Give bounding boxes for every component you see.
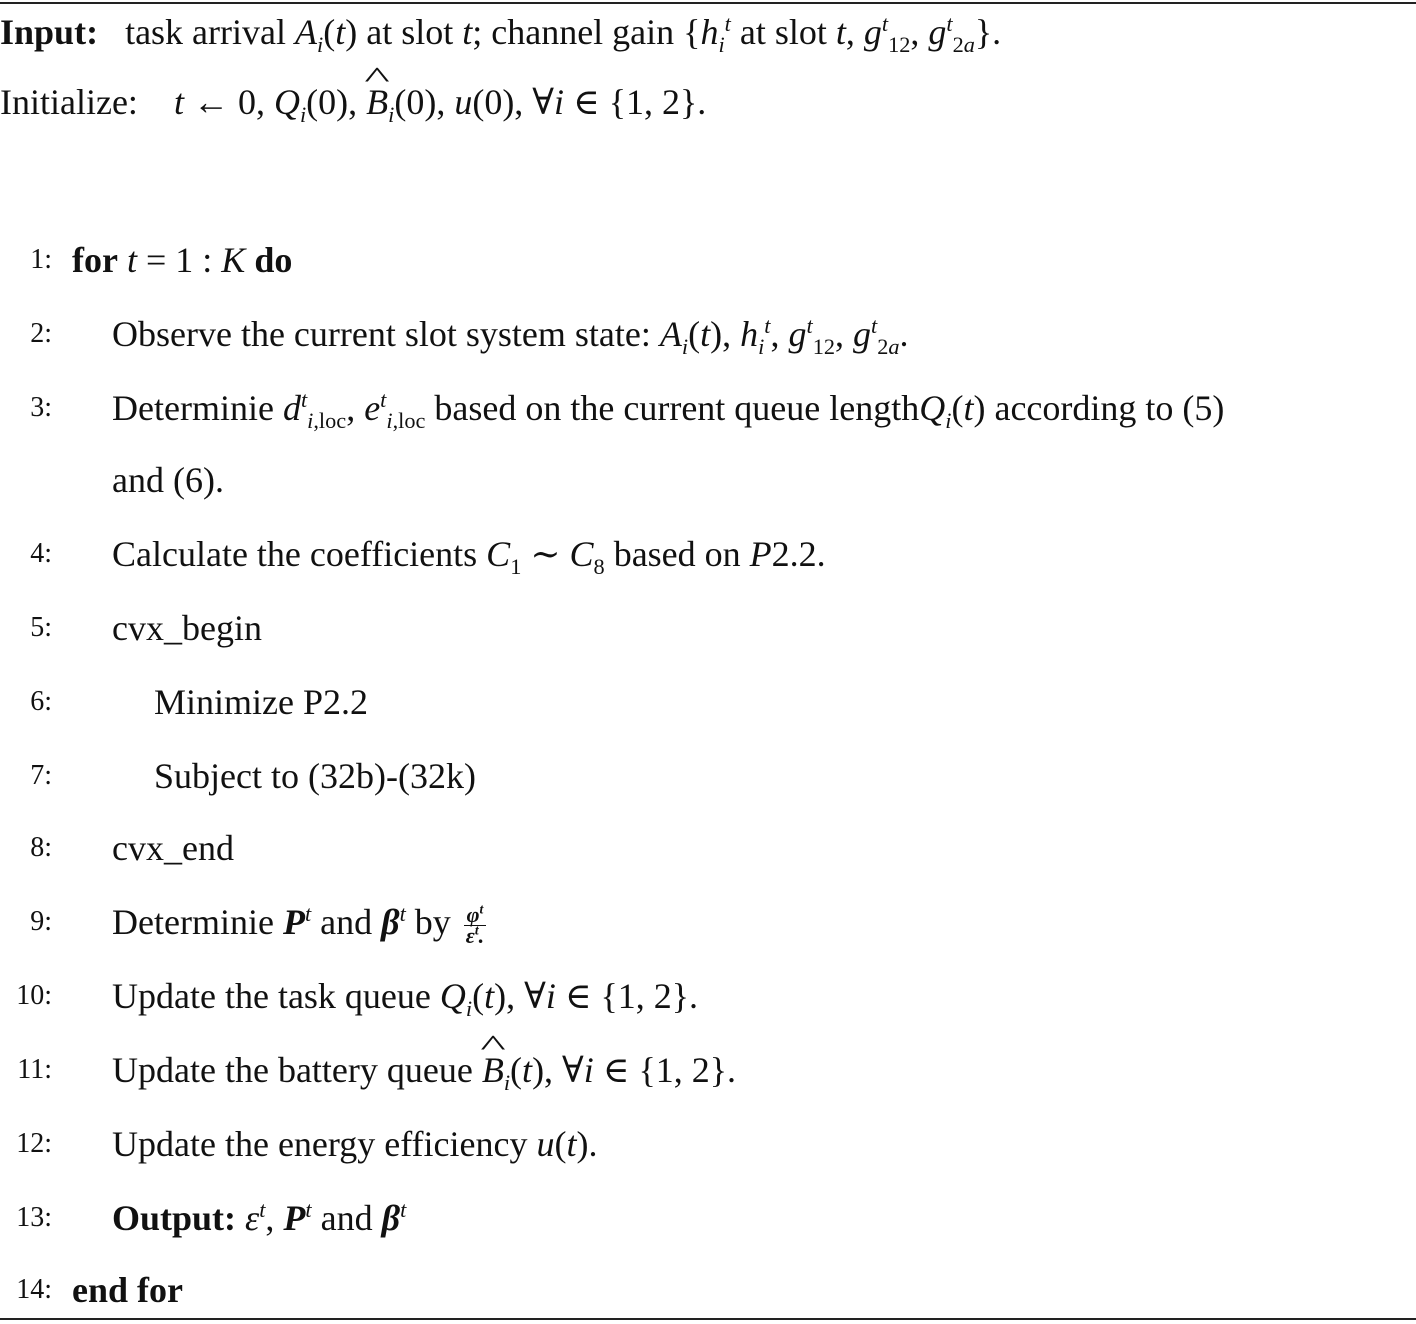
step-update-battery-queue: Update the battery queue ^ $B_i(t)$, ∀i ∈ {1, 2}. xyxy=(112,1048,736,1092)
step-cvx-begin: cvx_begin xyxy=(112,608,262,648)
step-for-loop: for t = 1 : K do xyxy=(72,240,293,280)
line-number-1: 1: xyxy=(30,244,52,275)
step-update-task-queue: Update the task queue $Q_i(t)$, ∀i ∈ {1, 2}. xyxy=(112,976,699,1022)
step-end-for: end for xyxy=(72,1270,183,1310)
line-number-4: 4: xyxy=(30,538,52,569)
step-minimize: Minimize P2.2 xyxy=(154,682,368,722)
step-output: Output: $\varepsilon^t$, $P^t$ and $\beta^t$ xyxy=(112,1197,407,1238)
line-number-7: 7: xyxy=(30,760,52,791)
line-number-13: 13: xyxy=(16,1202,52,1233)
step-calculate: Calculate the coefficients $C_1$ ∼ $C_8$ based on P2.2. xyxy=(112,534,826,580)
line-number-2: 2: xyxy=(30,318,52,349)
input-line: Input: task arrival $A_i(t)$ at slot t; channel gain {$h_i^t$ at slot t, $g^t_{12}$, $g^t_{2a}$}. xyxy=(0,11,1002,58)
line-number-11: 11: xyxy=(17,1054,52,1085)
line-number-10: 10: xyxy=(16,980,52,1011)
line-number-12: 12: xyxy=(16,1128,52,1159)
initialize-line: Initialize: t ← 0, $Q_i(0)$, ^ $B_i(0)$, u(0), ∀i ∈ {1, 2}. xyxy=(0,80,706,124)
step-determine-local: Determinie $d^t_{i,loc}$, $e^t_{i,loc}$ based on the current queue lengthQ$_i$(t) according to (5) xyxy=(112,387,1225,434)
top-rule xyxy=(0,2,1416,4)
fraction-phi-over-epsilon: $\frac{\varphi^t}{\varepsilon^t.}$ xyxy=(465,901,485,949)
line-number-9: 9: xyxy=(30,906,52,937)
line-number-3: 3: xyxy=(30,392,52,423)
step-update-energy-efficiency: Update the energy efficiency u(t). xyxy=(112,1124,598,1164)
line-number-8: 8: xyxy=(30,832,52,863)
input-label: Input: xyxy=(0,12,99,52)
line-number-14: 14: xyxy=(16,1274,52,1305)
step-subject-to: Subject to (32b)-(32k) xyxy=(154,756,476,796)
step-cvx-end: cvx_end xyxy=(112,828,234,868)
line-number-6: 6: xyxy=(30,686,52,717)
line-number-5: 5: xyxy=(30,612,52,643)
bottom-rule xyxy=(0,1318,1416,1320)
step-determine-local-cont: and (6). xyxy=(112,460,224,500)
step-determine-power: Determinie $P^t$ and $\beta^t$ by $\frac{\varphi^t}{\varepsilon^t.}$ xyxy=(112,901,485,949)
step-observe: Observe the current slot system state: $A_i(t)$, $h_i^t$, $g^t_{12}$, $g^t_{2a}$. xyxy=(112,313,909,360)
initialize-label: Initialize: xyxy=(0,82,138,122)
